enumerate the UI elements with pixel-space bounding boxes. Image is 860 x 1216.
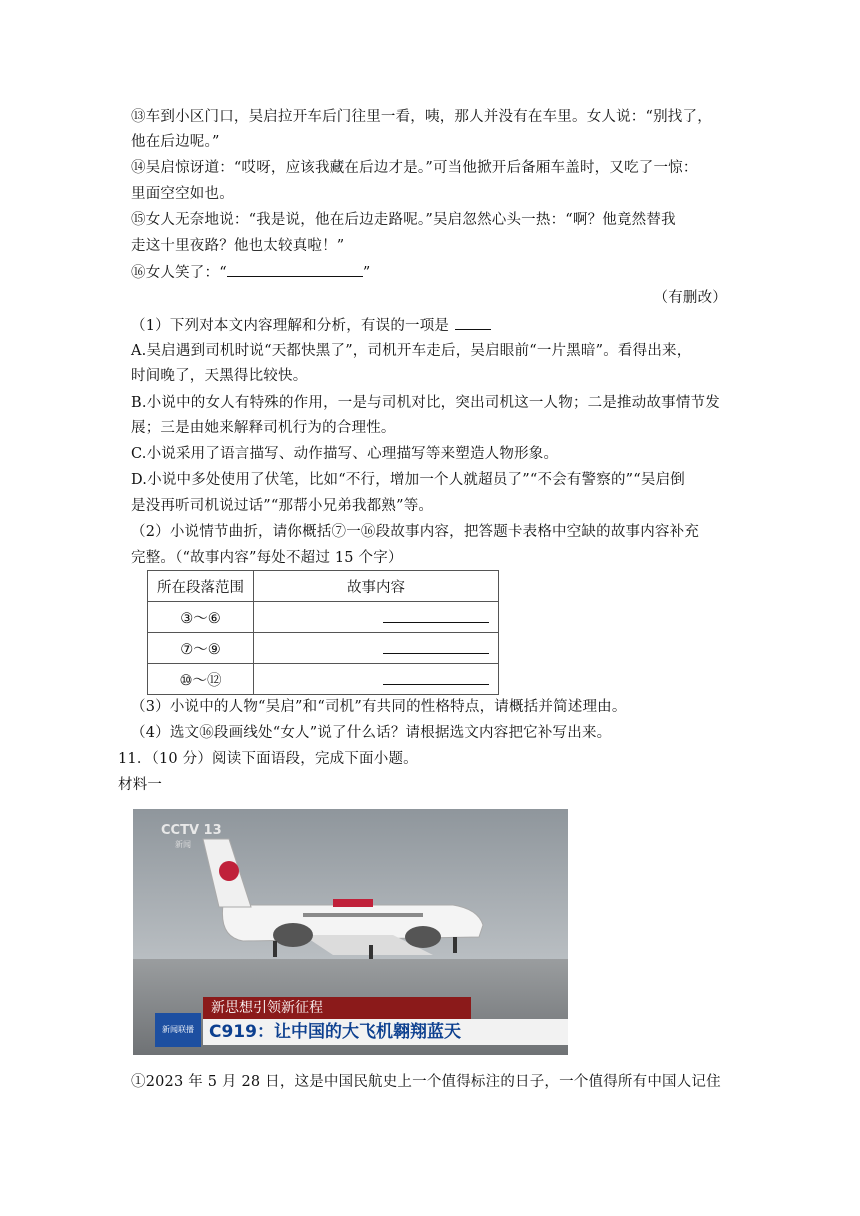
table-cell-range: ⑩～⑫ <box>148 664 254 695</box>
question-4: （4）选文⑯段画线处“女人”说了什么话？请根据选文内容把它补写出来。 <box>131 725 612 741</box>
source-note: （有删改） <box>653 290 727 306</box>
paragraph-15-line2: 走这十里夜路？他也太较真啦！” <box>131 238 345 254</box>
table-row <box>148 602 499 633</box>
option-c: C.小说采用了语言描写、动作描写、心理描写等来塑造人物形象。 <box>131 446 559 462</box>
answer-blank-16 <box>227 262 363 277</box>
option-d-line1: D.小说中多处使用了伏笔，比如“不行，增加一个人就超员了”“不会有警察的”“吴启倒 <box>131 472 685 488</box>
question-1 <box>131 315 491 336</box>
paragraph-15-line1: ⑮女人无奈地说：“我是说，他在后边走路呢。”吴启忽然心头一热：“啊？他竟然替我 <box>131 212 676 228</box>
banner-top-text: 新思想引领新征程 <box>203 997 471 1019</box>
story-table <box>147 570 499 695</box>
question-3: （3）小说中的人物“吴启”和“司机”有共同的性格特点，请概括并简述理由。 <box>131 699 627 715</box>
table-header-content: 故事内容 <box>254 571 499 602</box>
paragraph-16-suffix: ” <box>362 265 371 281</box>
answer-blank-row2 <box>383 639 489 654</box>
paragraph-16 <box>131 262 370 283</box>
banner-main-text: C919：让中国的大飞机翱翔蓝天 <box>203 1019 568 1045</box>
material-1-label: 材料一 <box>118 777 163 793</box>
news-program-logo: 新闻联播 <box>155 1013 201 1047</box>
question-2-line2: 完整。（“故事内容”每处不超过 15 个字） <box>131 550 403 566</box>
table-cell-range: ③～⑥ <box>148 602 254 633</box>
table-cell-answer[interactable] <box>254 602 499 633</box>
material-paragraph-1: ①2023 年 5 月 28 日，这是中国民航史上一个值得标注的日子，一个值得所有中国人记住 <box>131 1074 721 1090</box>
option-d-line2: 是没再听司机说过话”“那帮小兄弟我都熟”等。 <box>131 498 434 514</box>
c919-news-image <box>133 809 568 1055</box>
table-header-row <box>148 571 499 602</box>
question-2-line1: （2）小说情节曲折，请你概括⑦一⑯段故事内容，把答题卡表格中空缺的故事内容补充 <box>131 524 700 540</box>
answer-blank-row1 <box>383 608 489 623</box>
table-row <box>148 664 499 695</box>
question-1-text: （1）下列对本文内容理解和分析，有误的一项是 <box>131 318 450 334</box>
table-cell-answer[interactable] <box>254 633 499 664</box>
paragraph-14-line2: 里面空空如也。 <box>131 186 234 202</box>
option-a-line2: 时间晚了，天黑得比较快。 <box>131 368 308 384</box>
answer-blank-q1 <box>455 315 491 330</box>
option-b-line1: B.小说中的女人有特殊的作用，一是与司机对比，突出司机这一人物；二是推动故事情节发 <box>131 395 720 411</box>
table-row <box>148 633 499 664</box>
paragraph-14-line1: ⑭吴启惊讶道：“哎呀，应该我藏在后边才是。”可当他掀开后备厢车盖时，又吃了一惊： <box>131 160 698 176</box>
cctv-sub-label: 新闻 <box>175 840 191 849</box>
answer-blank-row3 <box>383 670 489 685</box>
option-b-line2: 展；三是由她来解释司机行为的合理性。 <box>131 420 396 436</box>
table-cell-answer[interactable] <box>254 664 499 695</box>
section-11-heading: 11．（10 分）阅读下面语段，完成下面小题。 <box>118 751 418 767</box>
table-header-range: 所在段落范围 <box>148 571 254 602</box>
table-cell-range: ⑦～⑨ <box>148 633 254 664</box>
news-banner <box>133 997 568 1055</box>
cctv-logo: CCTV 13 <box>161 823 222 838</box>
paragraph-16-prefix: ⑯女人笑了：“ <box>131 265 227 281</box>
paragraph-13-line1: ⑬车到小区门口，吴启拉开车后门往里一看，咦，那人并没有在车里。女人说：“别找了， <box>131 109 712 125</box>
paragraph-13-line2: 他在后边呢。” <box>131 134 220 150</box>
option-a-line1: A.吴启遇到司机时说“天都快黑了”，司机开车走后，吴启眼前“一片黑暗”。看得出来， <box>131 343 692 359</box>
